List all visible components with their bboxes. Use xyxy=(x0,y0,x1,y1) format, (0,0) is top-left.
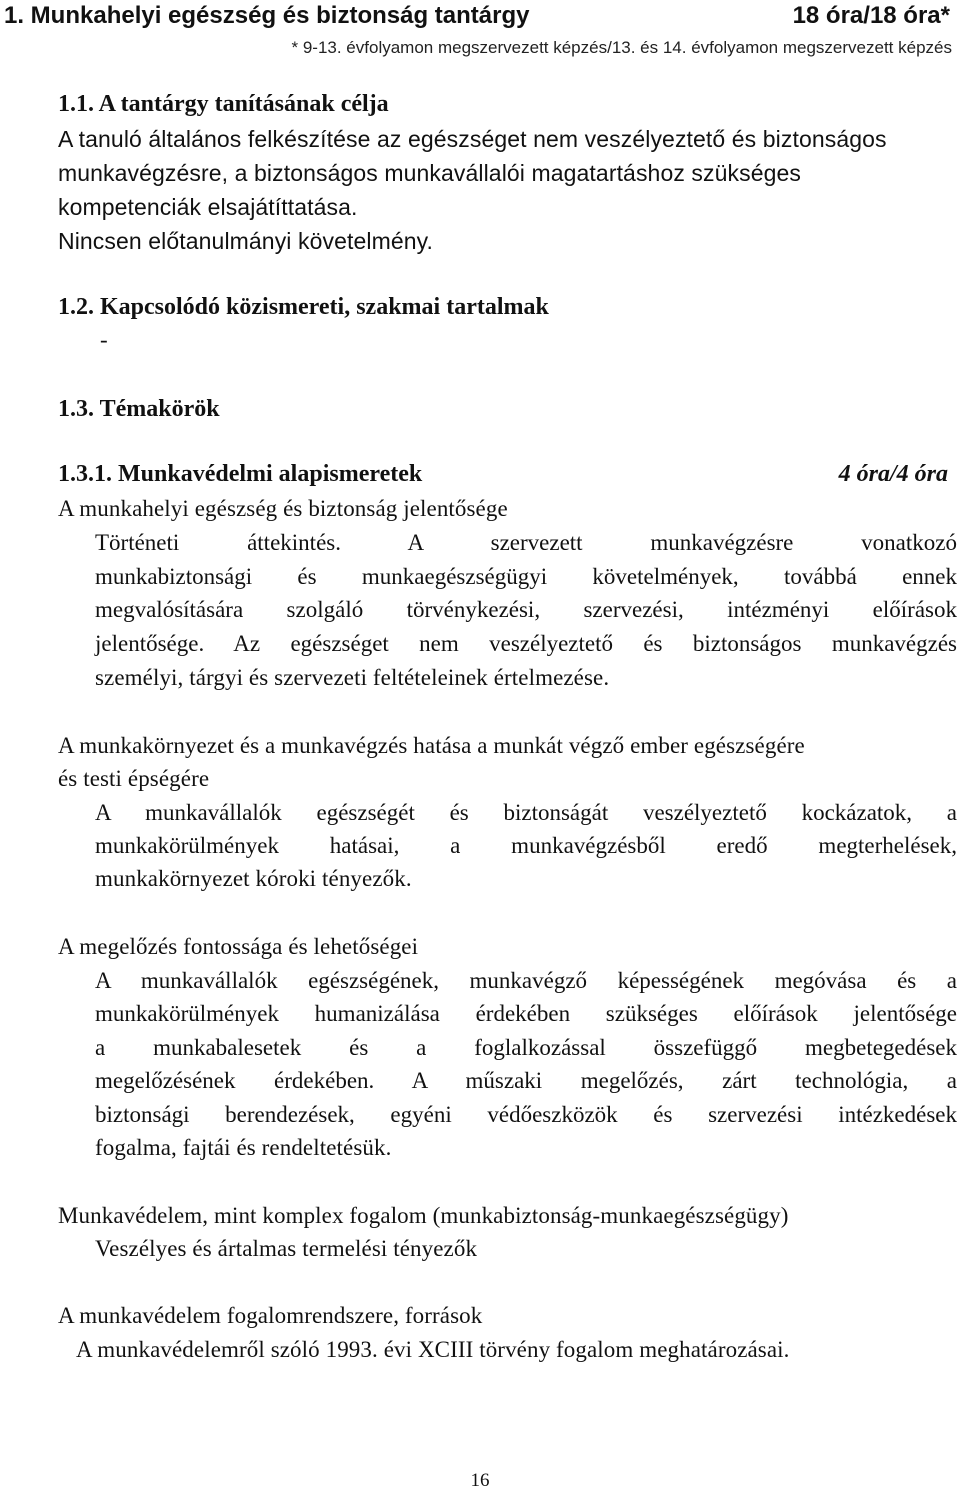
topic-title: A megelőzés fontossága és lehetőségei xyxy=(58,934,419,959)
topic-subtitle: A munkahelyi egészség és biztonság jelentősége xyxy=(58,496,508,521)
section-heading-1-3: 1.3. Témakörök xyxy=(58,396,220,422)
topic-title: Munkavédelem, mint komplex fogalom (munkabiztonság-munkaegészségügy) xyxy=(58,1203,789,1228)
paragraph-line: A tanuló általános felkészítése az egészséget nem veszélyeztető és biztonságos xyxy=(58,126,887,152)
paragraph-line: biztonsági berendezések, egyéni védőeszközök és szervezési intézkedések xyxy=(95,1102,957,1127)
paragraph-line: személyi, tárgyi és szervezeti feltételeinek értelmezése. xyxy=(95,665,610,690)
topic-hours: 4 óra/4 óra xyxy=(838,461,948,487)
paragraph-line: A munkavállalók egészségének, munkavégző képességének megóvása és a xyxy=(95,968,957,993)
topic-title: és testi épségére xyxy=(58,766,210,791)
paragraph-line: a munkabalesetek és a foglalkozással összefüggő megbetegedések xyxy=(95,1035,957,1060)
paragraph-line: megvalósítására szolgáló törvénykezési, szervezési, intézményi előírások xyxy=(95,597,957,622)
paragraph-line: kompetenciák elsajátíttatása. xyxy=(58,194,358,220)
empty-content-dash: - xyxy=(100,327,108,352)
paragraph-line: munkakörülmények hatásai, a munkavégzésből eredő megterhelések, xyxy=(95,833,957,858)
section-heading-1-1: 1.1. A tantárgy tanításának célja xyxy=(58,91,389,117)
document-title: 1. Munkahelyi egészség és biztonság tantárgy xyxy=(4,2,530,29)
paragraph-line: munkakörülmények humanizálása érdekében szükséges előírások jelentősége xyxy=(95,1001,957,1026)
page-number: 16 xyxy=(470,1470,490,1491)
section-heading-1-2: 1.2. Kapcsolódó közismereti, szakmai tartalmak xyxy=(58,294,549,320)
topic-title: A munkavédelem fogalomrendszere, források xyxy=(58,1303,483,1328)
paragraph-line: Történeti áttekintés. A szervezett munkavégzésre vonatkozó xyxy=(95,530,957,555)
hours-footnote: * 9-13. évfolyamon megszervezett képzés/13. és 14. évfolyamon megszervezett képzés xyxy=(291,38,952,57)
paragraph-line: jelentősége. Az egészséget nem veszélyeztető és biztonságos munkavégzés xyxy=(95,631,957,656)
paragraph-line: megelőzésének érdekében. A műszaki megelőzés, zárt technológia, a xyxy=(95,1068,957,1093)
paragraph-line: munkavégzésre, a biztonságos munkavállalói magatartáshoz szükséges xyxy=(58,160,801,186)
topic-title: A munkakörnyezet és a munkavégzés hatása a munkát végző ember egészségére xyxy=(58,733,805,758)
paragraph-line: Nincsen előtanulmányi követelmény. xyxy=(58,228,433,254)
paragraph-line: fogalma, fajtái és rendeltetésük. xyxy=(95,1135,392,1160)
section-heading-1-3-1: 1.3.1. Munkavédelmi alapismeretek xyxy=(58,461,423,487)
paragraph-line: A munkavédelemről szóló 1993. évi XCIII törvény fogalom meghatározásai. xyxy=(76,1337,790,1362)
paragraph-line: munkabiztonsági és munkaegészségügyi követelmények, továbbá ennek xyxy=(95,564,957,589)
paragraph-line: Veszélyes és ártalmas termelési tényezők xyxy=(95,1236,478,1261)
total-hours: 18 óra/18 óra* xyxy=(792,2,950,29)
paragraph-line: A munkavállalók egészségét és biztonságát veszélyeztető kockázatok, a xyxy=(95,800,957,825)
paragraph-line: munkakörnyezet kóroki tényezők. xyxy=(95,866,412,891)
